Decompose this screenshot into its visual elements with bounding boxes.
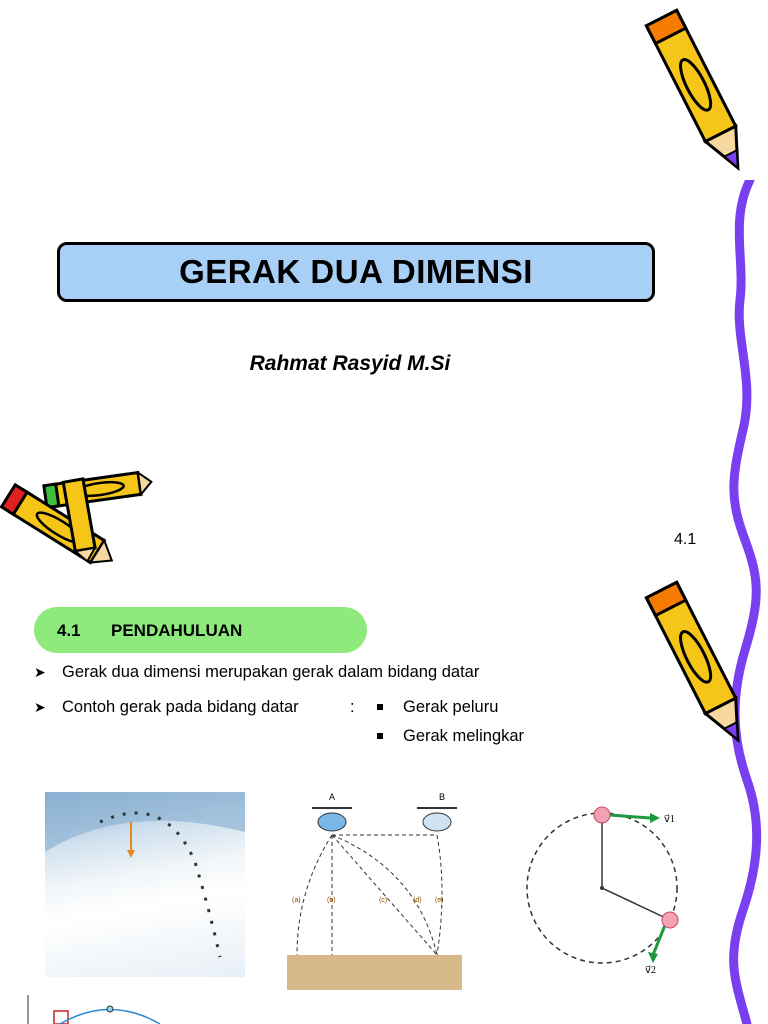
- pencil-icon: [640, 0, 755, 185]
- square-bullet-icon: [377, 704, 383, 710]
- trajectory-diagram: [20, 995, 180, 1024]
- title-box: [57, 242, 655, 302]
- velocity-label: v⃗2: [645, 965, 656, 976]
- helicopter-label: B: [439, 792, 446, 802]
- example-item: Gerak melingkar: [403, 727, 525, 745]
- arrow-bullet-icon: ➤: [34, 664, 46, 680]
- helicopter-projectile-diagram: [287, 790, 467, 990]
- section-title: PENDAHULUAN: [111, 621, 243, 640]
- square-bullet-icon: [377, 733, 383, 739]
- velocity-label: v⃗1: [664, 814, 675, 825]
- page-title: GERAK DUA DIMENSI: [179, 253, 533, 290]
- bullet-item: Gerak dua dimensi merupakan gerak dalam bidang datar: [62, 663, 480, 681]
- path-label: (a): [292, 897, 301, 904]
- arrow-bullet-icon: ➤: [34, 699, 46, 715]
- path-label: (d): [413, 897, 422, 904]
- bullet-colon: :: [350, 698, 355, 716]
- snowboarder-photo: [45, 792, 245, 977]
- path-label: (c): [379, 897, 388, 904]
- circular-motion-diagram: [520, 800, 690, 980]
- example-item: Gerak peluru: [403, 698, 499, 716]
- author-name: Rahmat Rasyid M.Si: [249, 352, 451, 375]
- slide-number: 4.1: [674, 531, 697, 548]
- path-label: (e): [435, 897, 444, 904]
- helicopter-label: A: [329, 792, 336, 802]
- pencil-icon: [640, 572, 755, 757]
- section-number: 4.1: [57, 621, 81, 640]
- path-label: (b): [327, 897, 336, 904]
- bullet-item: Contoh gerak pada bidang datar: [62, 698, 299, 716]
- crossed-pencils-icon: [0, 460, 155, 575]
